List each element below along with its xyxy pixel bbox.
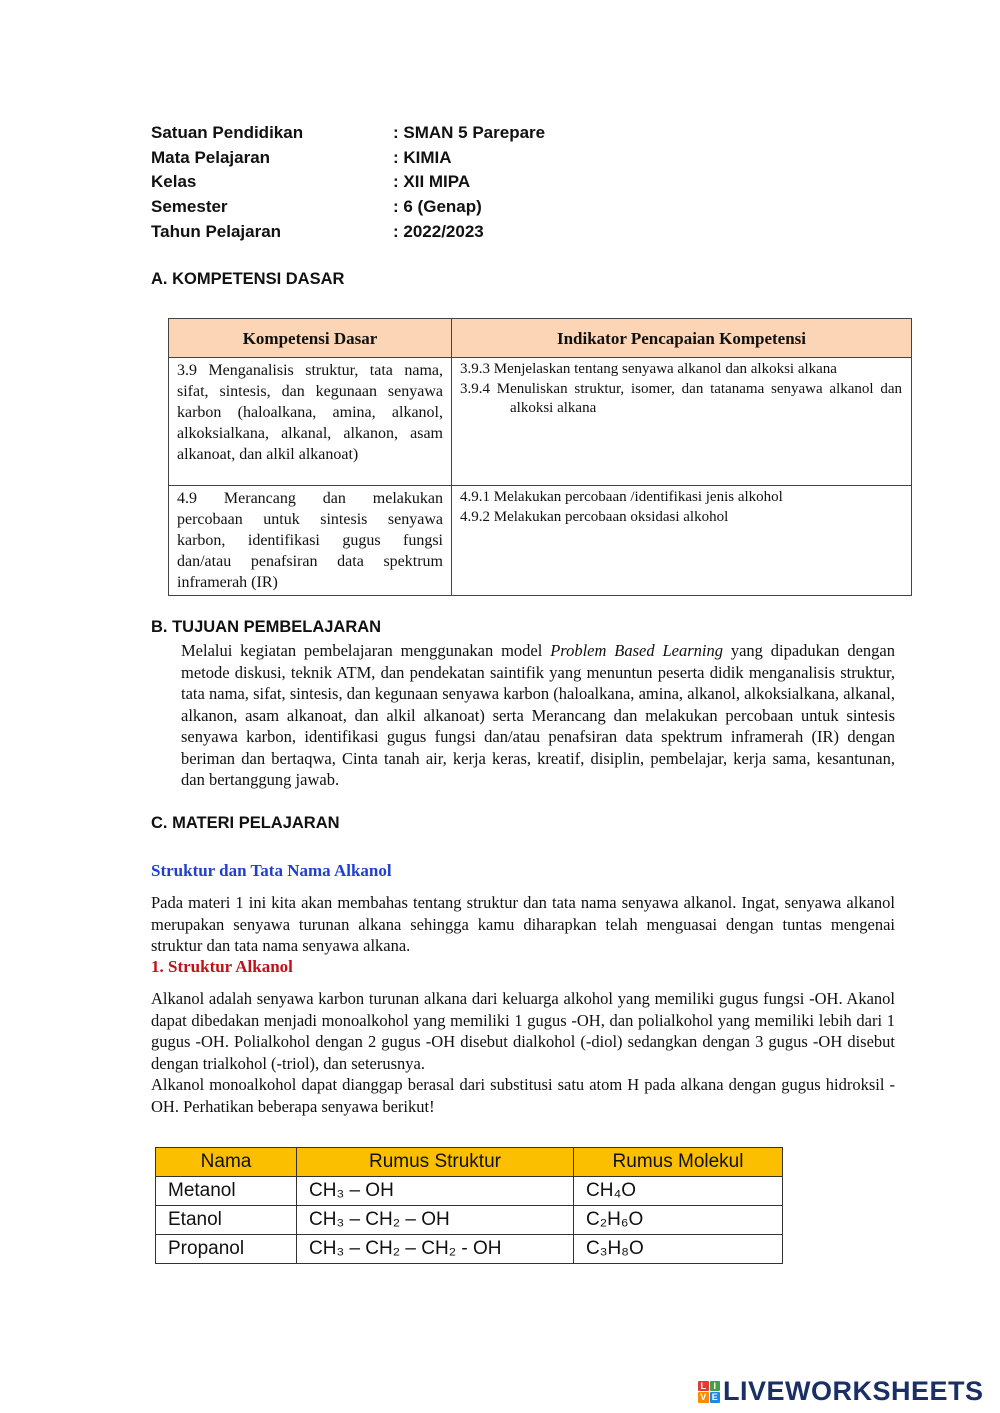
kompetensi-table bbox=[168, 318, 912, 596]
table-row bbox=[156, 1177, 783, 1206]
header-rumus-molekul: Rumus Molekul bbox=[574, 1148, 783, 1177]
section-c-title: C. MATERI PELAJARAN bbox=[151, 814, 340, 832]
table-row bbox=[156, 1206, 783, 1235]
document-info bbox=[151, 121, 545, 244]
info-label: Mata Pelajaran bbox=[151, 147, 271, 167]
logo-letter: V bbox=[698, 1392, 709, 1403]
table-row bbox=[169, 486, 912, 596]
info-row-satuan bbox=[151, 121, 545, 146]
logo-letter: E bbox=[710, 1392, 721, 1403]
table-row bbox=[156, 1235, 783, 1264]
info-row-tahun bbox=[151, 219, 545, 244]
info-row-kelas bbox=[151, 170, 545, 195]
cell-nama: Propanol bbox=[156, 1235, 297, 1264]
logo-letter: L bbox=[698, 1381, 709, 1392]
header-rumus-struktur: Rumus Struktur bbox=[297, 1148, 574, 1177]
materi-subtitle: Struktur dan Tata Nama Alkanol bbox=[151, 861, 392, 880]
info-value: : 2022/2023 bbox=[393, 221, 484, 241]
cell-struktur: CH₃ – CH₂ – CH₂ - OH bbox=[297, 1235, 574, 1264]
tujuan-model-name: Problem Based Learning bbox=[550, 641, 723, 660]
info-value: : SMAN 5 Parepare bbox=[393, 123, 546, 143]
table-header-kd: Kompetensi Dasar bbox=[169, 319, 452, 358]
info-label: Semester bbox=[151, 197, 228, 217]
section-b-title: B. TUJUAN PEMBELAJARAN bbox=[151, 618, 382, 636]
indicator-item: 4.9.1 Melakukan percobaan /identifikasi jenis alkohol bbox=[460, 489, 783, 505]
struktur-text-2: Alkanol monoalkohol dapat dianggap berasal dari substitusi satu atom H pada alkana dengan gugus hidroksil -OH. Perhatikan beberapa senyawa berikut! bbox=[151, 1075, 895, 1116]
header-nama: Nama bbox=[156, 1148, 297, 1177]
indicator-item: 3.9.3 Menjelaskan tentang senyawa alkanol dan alkoksi alkana bbox=[460, 361, 837, 377]
cell-nama: Metanol bbox=[156, 1177, 297, 1206]
tujuan-paragraph bbox=[181, 640, 895, 791]
indicator-cell bbox=[452, 358, 912, 486]
cell-molekul: C₃H₈O bbox=[574, 1235, 783, 1264]
table-header-row bbox=[156, 1148, 783, 1177]
info-label: Kelas bbox=[151, 172, 197, 192]
logo-letter: I bbox=[710, 1381, 721, 1392]
intro-text: Pada materi 1 ini kita akan membahas tentang struktur dan tata nama senyawa alkanol. Ingat, senyawa alkanol merupakan senyawa turunan alkana sehingga kamu diharapkan telah menguasai dengan tuntas mengenai struktur dan tata nama senyawa alkana. bbox=[151, 893, 895, 955]
table-header-row bbox=[169, 319, 912, 358]
indicator-cell bbox=[452, 486, 912, 596]
table-header-indikator: Indikator Pencapaian Kompetensi bbox=[452, 319, 912, 358]
cell-struktur: CH₃ – OH bbox=[297, 1177, 574, 1206]
tujuan-text-2: yang dipadukan dengan metode diskusi, teknik ATM, dan pendekatan saintifik yang menuntun peserta didik menganalisis struktur, tata nama, sifat, sintesis, dan kegunaan senyawa karbon (haloalkana, amina, alkanol, alkoksialkana, alkanal, alkanon, asam alkanoat, dan alkil alkanoat) serta Merancang dan melakukan percobaan untuk sintesis senyawa karbon, identifikasi gugus fungsi dan/atau penafsiran data spektrum inframerah (IR) dengan beriman dan bertaqwa, Cinta tanah air, kerja keras, kreatif, disiplin, pembelajar, kerja sama, kesantunan, dan bertanggung jawab. bbox=[181, 641, 895, 789]
cell-molekul: C₂H₆O bbox=[574, 1206, 783, 1235]
table-row bbox=[169, 358, 912, 486]
watermark-text: LIVEWORKSHEETS bbox=[723, 1376, 984, 1406]
indicator-item: 4.9.2 Melakukan percobaan oksidasi alkohol bbox=[460, 508, 729, 525]
info-value: : 6 (Genap) bbox=[393, 197, 482, 217]
kd-cell: 3.9 Menganalisis struktur, tata nama, sifat, sintesis, dan kegunaan senyawa karbon (haloalkana, amina, alkanol, alkoksialkana, alkanal, alkanon, asam alkanoat, dan alkil alkanoat) bbox=[169, 358, 452, 486]
info-value: : KIMIA bbox=[393, 147, 452, 167]
info-label: Tahun Pelajaran bbox=[151, 221, 282, 241]
kd-cell: 4.9 Merancang dan melakukan percobaan untuk sintesis senyawa karbon, identifikasi gugus fungsi dan/atau penafsiran data spektrum inframerah (IR) bbox=[169, 486, 452, 596]
info-row-semester bbox=[151, 195, 545, 220]
alkanol-table bbox=[155, 1147, 783, 1264]
materi-intro bbox=[151, 892, 895, 957]
info-row-mapel bbox=[151, 146, 545, 171]
info-value: : XII MIPA bbox=[393, 172, 471, 192]
section-a-title: A. KOMPETENSI DASAR bbox=[151, 270, 345, 288]
liveworksheets-watermark[interactable] bbox=[698, 1376, 984, 1407]
indicator-item: 3.9.4 Menuliskan struktur, isomer, dan tatanama senyawa alkanol dan alkoksi alkana bbox=[460, 380, 902, 416]
struktur-alkanol-title: 1. Struktur Alkanol bbox=[151, 957, 293, 976]
struktur-paragraphs bbox=[151, 988, 895, 1117]
cell-molekul: CH₄O bbox=[574, 1177, 783, 1206]
info-label: Satuan Pendidikan bbox=[151, 123, 304, 143]
cell-struktur: CH₃ – CH₂ – OH bbox=[297, 1206, 574, 1235]
struktur-text-1: Alkanol adalah senyawa karbon turunan alkana dari keluarga alkohol yang memiliki gugus fungsi -OH. Akanol dapat dibedakan menjadi monoalkohol yang memiliki 1 gugus -OH, dan polialkohol yang memiliki lebih dari 1 gugus -OH. Polialkohol dengan 2 gugus -OH disebut dialkohol (-diol) sedangkan dengan 3 gugus -OH disebut dengan trialkohol (-triol), dan seterusnya. bbox=[151, 989, 895, 1073]
liveworksheets-logo-icon bbox=[698, 1381, 720, 1403]
cell-nama: Etanol bbox=[156, 1206, 297, 1235]
tujuan-text-1: Melalui kegiatan pembelajaran menggunakan model bbox=[181, 641, 551, 660]
